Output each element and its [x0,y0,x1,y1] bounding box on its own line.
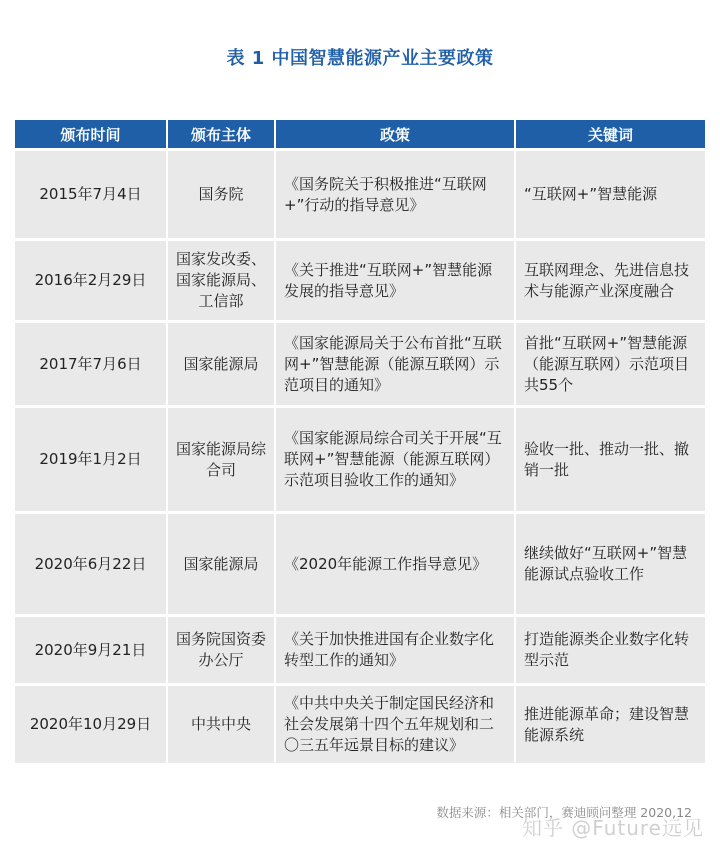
cell-keywords: 打造能源类企业数字化转型示范 [516,614,705,683]
cell-issuer: 国务院国资委办公厅 [168,614,276,683]
cell-issuer: 国家能源局 [168,320,276,405]
data-source-note: 数据来源：相关部门，赛迪顾问整理 2020,12 [436,805,692,820]
table-row [15,614,705,683]
cell-policy: 《中共中央关于制定国民经济和社会发展第十四个五年规划和二〇三五年远景目标的建议》 [276,683,516,763]
cell-keywords: 首批“互联网+”智慧能源（能源互联网）示范项目共55个 [516,320,705,405]
cell-date: 2015年7月4日 [15,148,168,238]
cell-policy: 《国家能源局关于公布首批“互联网+”智慧能源（能源互联网）示范项目的通知》 [276,320,516,405]
header-keywords: 关键词 [516,120,705,148]
cell-issuer: 国家能源局综合司 [168,405,276,511]
cell-date: 2020年9月21日 [15,614,168,683]
policy-table [15,120,705,763]
header-issuer: 颁布主体 [168,120,276,148]
cell-policy: 《关于加快推进国有企业数字化转型工作的通知》 [276,614,516,683]
cell-date: 2020年6月22日 [15,511,168,614]
cell-issuer: 中共中央 [168,683,276,763]
header-date: 颁布时间 [15,120,168,148]
cell-issuer: 国家发改委、国家能源局、工信部 [168,238,276,320]
cell-issuer: 国务院 [168,148,276,238]
table-title: 表 1 中国智慧能源产业主要政策 [226,48,494,69]
cell-policy: 《国务院关于积极推进“互联网+”行动的指导意见》 [276,148,516,238]
table-header-row [15,120,705,148]
table-row [15,320,705,405]
cell-date: 2020年10月29日 [15,683,168,763]
table-row [15,148,705,238]
cell-policy: 《2020年能源工作指导意见》 [276,511,516,614]
cell-keywords: 验收一批、推动一批、撤销一批 [516,405,705,511]
cell-issuer: 国家能源局 [168,511,276,614]
cell-keywords: 互联网理念、先进信息技术与能源产业深度融合 [516,238,705,320]
cell-policy: 《关于推进“互联网+”智慧能源发展的指导意见》 [276,238,516,320]
cell-keywords: “互联网+”智慧能源 [516,148,705,238]
cell-policy: 《国家能源局综合司关于开展“互联网+”智慧能源（能源互联网）示范项目验收工作的通知》 [276,405,516,511]
table-row [15,238,705,320]
cell-keywords: 推进能源革命；建设智慧能源系统 [516,683,705,763]
cell-date: 2016年2月29日 [15,238,168,320]
table-row [15,405,705,511]
cell-keywords: 继续做好“互联网+”智慧能源试点验收工作 [516,511,705,614]
header-policy: 政策 [276,120,516,148]
cell-date: 2017年7月6日 [15,320,168,405]
table-row [15,511,705,614]
watermark: 知乎 @Future远见 [521,816,704,840]
table-row [15,683,705,763]
cell-date: 2019年1月2日 [15,405,168,511]
